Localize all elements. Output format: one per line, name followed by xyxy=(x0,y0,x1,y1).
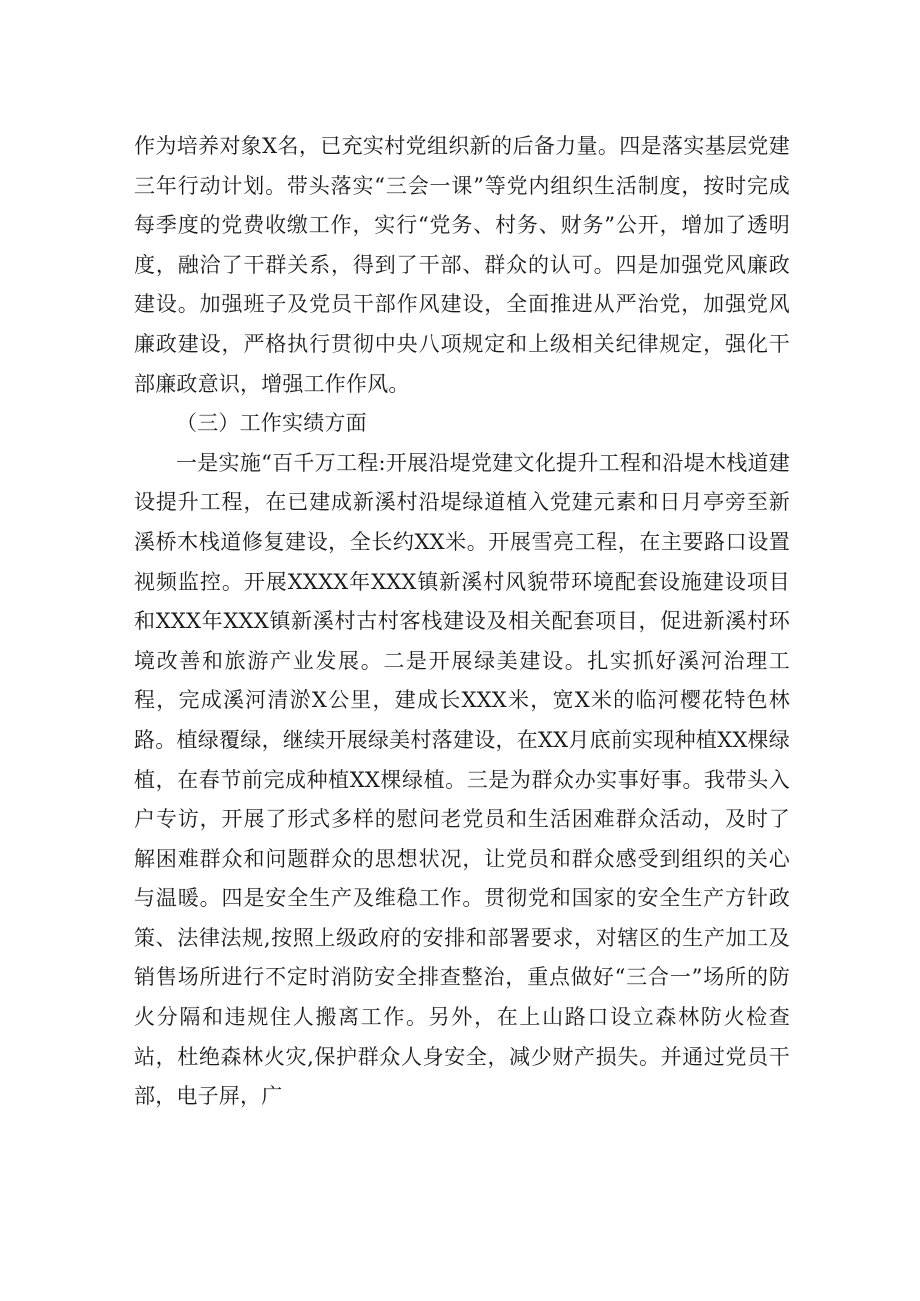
section-heading-work-achievements: （三）工作实绩方面 xyxy=(176,411,367,436)
document-body xyxy=(134,127,790,1117)
paragraph-party-building: 作为培养对象X名，已充实村党组织新的后备力量。四是落实基层党建三年行动计划。带头落实“三会一课”等党内组织生活制度，按时完成每季度的党费收缴工作，实行“党务、村务、财务”公开，增加了透明度，融洽了干群关系，得到了干部、群众的认可。四是加强党风廉政建设。加强班子及党员干部作风建设，全面推进从严治党，加强党风廉政建设，严格执行贯彻中央八项规定和上级相关纪律规定，强化干部廉政意识，增强工作作风。 xyxy=(134,134,790,396)
paragraph-work-achievements: 一是实施“百千万工程:开展沿堤党建文化提升工程和沿堤木栈道建设提升工程，在已建成新溪村沿堤绿道植入党建元素和日月亭旁至新溪桥木栈道修复建设，全长约XX米。开展雪亮工程，在主要路口设置视频监控。开展XXXX年XXX镇新溪村风貌带环境配套设施建设项目和XXX年XXX镇新溪村古村客栈建设及相关配套项目，促进新溪村环境改善和旅游产业发展。二是开展绿美建设。扎实抓好溪河治理工程，完成溪河清淤X公里，建成长XXX米，宽X米的临河樱花特色林路。植绿覆绿，继续开展绿美村落建设，在XX月底前实现种植XX棵绿植，在春节前完成种植XX棵绿植。三是为群众办实事好事。我带头入户专访，开展了形式多样的慰问老党员和生活困难群众活动，及时了解困难群众和问题群众的思想状况，让党员和群众感受到组织的关心与温暖。四是安全生产及维稳工作。贯彻党和国家的安全生产方针政策、法律法规,按照上级政府的安排和部署要求，对辖区的生产加工及销售场所进行不定时消防安全排查整治，重点做好“三合一”场所的防火分隔和违规住人搬离工作。另外，在上山路口设立森林防火检查站，杜绝森林火灾,保护群众人身安全，减少财产损失。并通过党员干部，电子屏，广 xyxy=(134,450,790,1109)
